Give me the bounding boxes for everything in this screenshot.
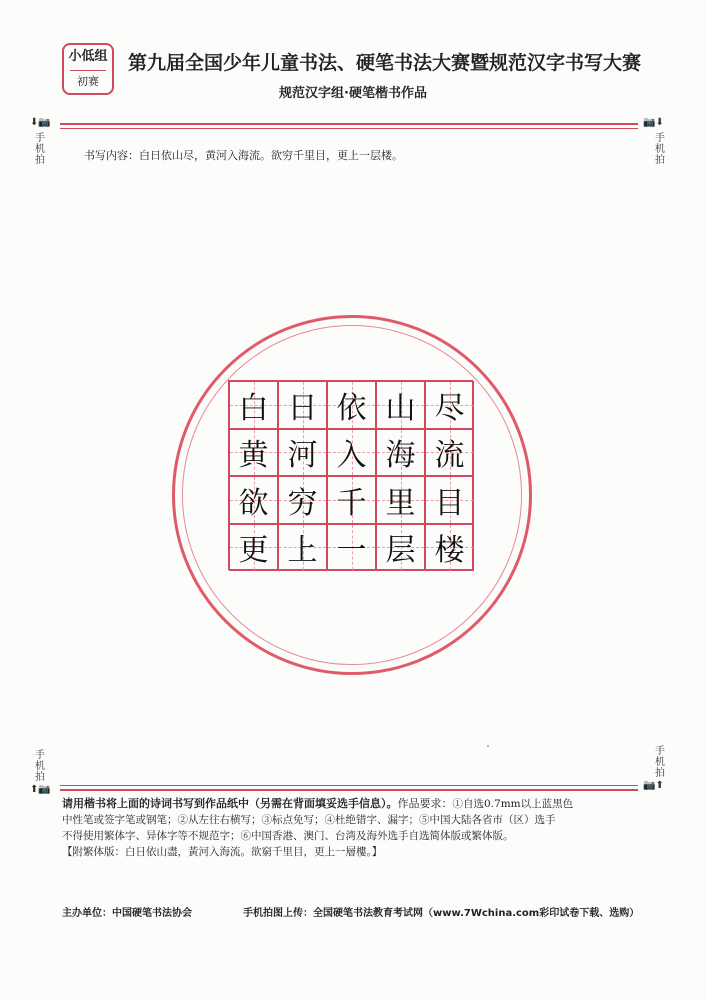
grid-cell: 更 bbox=[229, 524, 278, 572]
side-label-bottom-right: 手 机 拍 bbox=[655, 746, 665, 779]
arrow-down-icon: ⬇ bbox=[30, 117, 39, 128]
side-label-top-right: 手 机 拍 bbox=[655, 133, 665, 166]
requirements-line-3: 不得使用繁体字、异体字等不规范字；⑥中国香港、澳门、台湾及海外选手自选简体版或繁体版。 bbox=[62, 830, 514, 842]
grid-cell: 海 bbox=[376, 429, 425, 477]
writing-content-text: 白日依山尽，黄河入海流。欲穷千里目，更上一层楼。 bbox=[139, 149, 403, 162]
corner-marker-bottom-right bbox=[643, 780, 664, 791]
side-label-top-left: 手 机 拍 bbox=[35, 133, 45, 166]
grid-cell: 穷 bbox=[278, 476, 327, 524]
grid-cell: 依 bbox=[327, 381, 376, 429]
organizer: 主办单位：中国硬笔书法协会 bbox=[62, 908, 192, 919]
group-label: 小低组 bbox=[68, 49, 108, 64]
grid-cell: 欲 bbox=[229, 476, 278, 524]
corner-marker-top-left bbox=[30, 117, 51, 128]
writing-content-label: 书写内容： bbox=[84, 149, 139, 162]
requirements-lead: 请用楷书将上面的诗词书写到作品纸中（另需在背面填妥选手信息）。 bbox=[62, 797, 398, 810]
grid-cell: 流 bbox=[425, 429, 474, 477]
grid-cell: 层 bbox=[376, 524, 425, 572]
grid-cell: 白 bbox=[229, 381, 278, 429]
grid-cell: 一 bbox=[327, 524, 376, 572]
grid-cell: 千 bbox=[327, 476, 376, 524]
top-rule bbox=[60, 123, 638, 125]
grid-cell: 黄 bbox=[229, 429, 278, 477]
corner-marker-top-right bbox=[643, 117, 664, 128]
arrow-up-icon: ⬆ bbox=[655, 780, 664, 791]
bottom-rule-thin bbox=[60, 785, 638, 786]
requirements-line-1 bbox=[62, 796, 647, 812]
grid-cell: 入 bbox=[327, 429, 376, 477]
side-label-bottom-left: 手 机 拍 bbox=[35, 750, 45, 783]
traditional-version: 【附繁体版：白日依山盡，黃河入海流。欲窮千里目，更上一層樓。】 bbox=[62, 846, 383, 858]
stray-dot bbox=[487, 745, 489, 747]
camera-icon: 📷 bbox=[38, 117, 51, 128]
requirements-line-2: 中性笔或签字笔或钢笔；②从左往右横写；③标点免写；④杜绝错字、漏字；⑤中国大陆各省市（区）选手 bbox=[62, 814, 556, 826]
top-rule-thin bbox=[60, 128, 638, 129]
writing-content bbox=[84, 147, 403, 163]
grid-cell: 河 bbox=[278, 429, 327, 477]
camera-icon: 📷 bbox=[643, 780, 656, 791]
requirements-label: 作品要求： bbox=[397, 797, 453, 810]
upload-info: 手机拍图上传：全国硬笔书法教育考试网（www.7Wchina.com彩印试卷下载、选购） bbox=[243, 908, 640, 919]
page-title: 第九届全国少年儿童书法、硬笔书法大赛暨规范汉字书写大赛 bbox=[128, 52, 642, 74]
page-subtitle: 规范汉字组·硬笔楷书作品 bbox=[279, 86, 427, 101]
requirements-item-1: ①自选0.7mm以上蓝黑色 bbox=[452, 798, 574, 810]
grid-cell: 山 bbox=[376, 381, 425, 429]
grid-cell: 楼 bbox=[425, 524, 474, 572]
camera-icon: 📷 bbox=[643, 117, 656, 128]
requirements bbox=[62, 796, 647, 860]
arrow-up-icon: ⬆ bbox=[30, 784, 39, 795]
camera-icon: 📷 bbox=[38, 784, 51, 795]
grid-cell: 里 bbox=[376, 476, 425, 524]
arrow-down-icon: ⬇ bbox=[655, 117, 664, 128]
grid-cell: 目 bbox=[425, 476, 474, 524]
corner-marker-bottom-left bbox=[30, 784, 51, 795]
writing-grid bbox=[228, 380, 473, 570]
bottom-rule bbox=[60, 789, 638, 791]
stage-label: 初赛 bbox=[77, 75, 99, 88]
grid-cell: 日 bbox=[278, 381, 327, 429]
grid-cell: 尽 bbox=[425, 381, 474, 429]
grid-cell: 上 bbox=[278, 524, 327, 572]
